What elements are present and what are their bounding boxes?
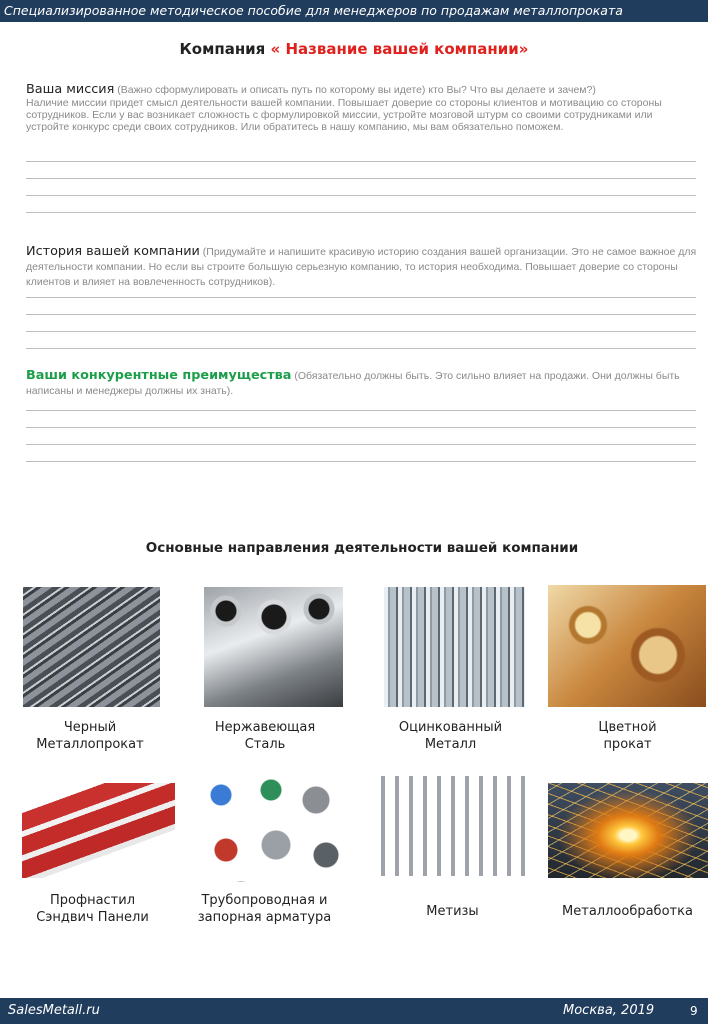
footer-bar bbox=[0, 998, 708, 1024]
metalworking-image bbox=[548, 783, 708, 878]
stainless-steel-image bbox=[204, 587, 343, 707]
page-number: 9 bbox=[690, 1004, 698, 1018]
footer-site: SalesMetall.ru bbox=[8, 1003, 100, 1018]
advantages-title: Ваши конкурентные преимущества bbox=[26, 368, 292, 383]
company-prefix: Компания bbox=[179, 40, 271, 58]
mission-write-lines[interactable] bbox=[26, 161, 696, 229]
direction-caption-metalworking: Металлообработка bbox=[562, 904, 693, 919]
advantages-hint: (Обязательно должны быть. Это сильно влияет на продажи. Они должны быть написаны и менеджеры должны их знать). bbox=[26, 370, 680, 397]
pipe-fittings-image bbox=[196, 770, 346, 882]
direction-caption-sandwich-panels: Профнастил Сэндвич Панели bbox=[36, 893, 149, 925]
direction-caption-black-metal: Черный Металлопрокат bbox=[36, 720, 144, 752]
direction-caption-stainless: Нержавеющая Сталь bbox=[214, 720, 316, 752]
direction-caption-non-ferrous: Цветной прокат bbox=[598, 720, 657, 752]
sandwich-panels-image bbox=[22, 783, 175, 878]
directions-title: Основные направления деятельности вашей компании bbox=[145, 540, 579, 556]
direction-caption-pipe-fittings: Трубопроводная и запорная арматура bbox=[197, 893, 332, 925]
galvanized-metal-image bbox=[384, 587, 525, 707]
header-bar bbox=[0, 0, 708, 22]
history-section bbox=[26, 244, 698, 289]
direction-caption-fasteners: Метизы bbox=[426, 904, 479, 919]
mission-section bbox=[26, 82, 698, 133]
history-title: История вашей компании bbox=[26, 244, 200, 259]
company-title bbox=[0, 40, 708, 58]
history-hint: (Придумайте и напишите красивую историю создания вашей организации. Это не самое важное для деятельности компании. Но если вы строите большую серьезную компанию, то история необходима. Повышает доверие со стороны клиентов и влияет на вовлеченность сотрудников). bbox=[26, 246, 697, 288]
mission-body: Наличие миссии придет смысл деятельности вашей компании. Повышает доверие со стороны клиентов и мотивацию со стороны сотрудников. Если у вас возникает сложность с формулировкой миссии, устройте мозговой штурм со своими сотрудниками или устройте конкурс среди своих сотрудников. Или обратитесь в нашу компанию, мы вам обязательно поможем. bbox=[26, 97, 662, 133]
non-ferrous-image bbox=[548, 585, 706, 707]
header-text: Специализированное методическое пособие для менеджеров по продажам металлопроката bbox=[4, 3, 623, 18]
company-name: « Название вашей компании» bbox=[270, 40, 529, 58]
mission-title: Ваша миссия bbox=[26, 82, 115, 97]
direction-caption-galvanized: Оцинкованный Металл bbox=[398, 720, 503, 752]
advantages-section bbox=[26, 368, 698, 398]
fasteners-image bbox=[376, 776, 529, 876]
footer-city-year: Москва, 2019 bbox=[563, 1003, 655, 1018]
history-write-lines[interactable] bbox=[26, 297, 696, 365]
mission-hint: (Важно сформулировать и описать путь по которому вы идете) кто Вы? Что вы делаете и зачем?) bbox=[114, 84, 596, 96]
advantages-write-lines[interactable] bbox=[26, 410, 696, 478]
black-metal-image bbox=[23, 587, 160, 707]
